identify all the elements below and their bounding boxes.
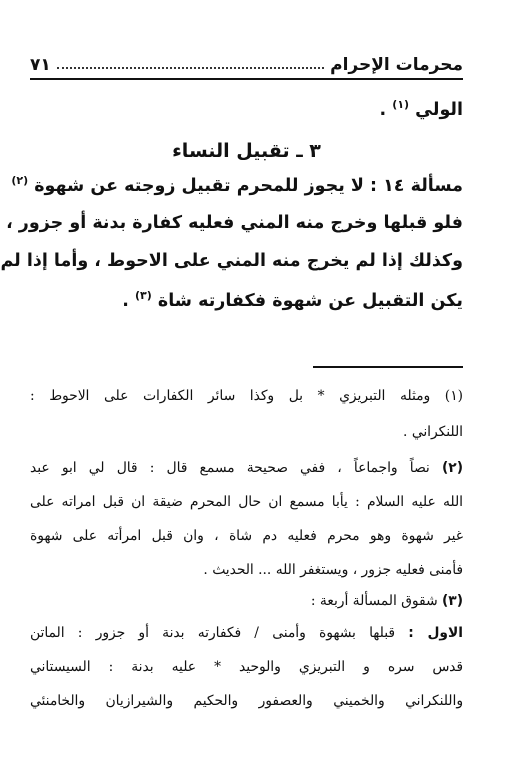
footnote-3-number: (٣) (441, 593, 463, 609)
page-number: ٧١ (30, 55, 51, 75)
footnote-3-line-4: واللنكراني والخميني والعصفور والحكيم والشيرازيان والخامنئي (30, 693, 463, 709)
footnote-2-line-2: الله عليه السلام : يأبا مسمع ان حال المحرم ضيقة ان قبل امراته على (30, 494, 463, 510)
footnote-separator (313, 366, 463, 368)
text-line-5: وكذلك إذا لم يخرج منه المني على الاحوط ، وأما إذا لم (0, 251, 463, 271)
footnote-1-line-2: اللنكراني . (403, 424, 463, 440)
header-title: محرمات الإحرام (330, 55, 463, 75)
footnote-3-line-3: قدس سره و التبريزي والوحيد * عليه بدنة : السيستاني (30, 659, 463, 675)
footnote-3-awwal: الاول : (408, 625, 464, 641)
text-line-4: فلو قبلها وخرج منه المني فعليه كفارة بدنة أو جزور ، (6, 213, 463, 233)
footnote-2-number: (٢) (441, 460, 463, 476)
text-line-6: يكن التقبيل عن شهوة فكفارته شاة $^{(٣)}$ . (122, 289, 463, 311)
text-line-1: الولي $^{(١)}$ . (379, 98, 463, 120)
header-dotted-leader (57, 67, 324, 69)
running-header (30, 50, 463, 80)
text-line-3: مسألة ١٤ : لا يجوز للمحرم تقبيل زوجته عن شهوة $^{(٢)}$ (11, 174, 463, 196)
footnote-ref-1: (١) (392, 98, 410, 111)
section-title: ٣ ـ تقبيل النساء (172, 140, 321, 162)
footnote-2-line-3: غير شهوة وهو محرم فعليه دم شاة ، وان قبل امرأته على شهوة (30, 528, 463, 544)
footnote-3-line-2: الاول : قبلها بشهوة وأمنى / فكفارته بدنة أو جزور : الماتن (30, 625, 464, 641)
footnote-ref-2: (٢) (11, 174, 29, 187)
footnote-3-line-1: (٣) شقوق المسألة أربعة : (310, 593, 463, 609)
footnote-2-line-1: (٢) نصاً واجماعاً ، ففي صحيحة مسمع قال : قال لي ابو عبد (30, 460, 463, 476)
footnote-ref-3: (٣) (135, 289, 152, 302)
footnote-1-line-1: (١) ومثله التبريزي * بل وكذا سائر الكفارات على الاحوط : (30, 388, 463, 404)
masala-label: مسألة ١٤ : (370, 175, 463, 196)
footnote-2-line-4: فأمنى فعليه جزور ، ويستغفر الله ... الحديث . (203, 562, 463, 578)
